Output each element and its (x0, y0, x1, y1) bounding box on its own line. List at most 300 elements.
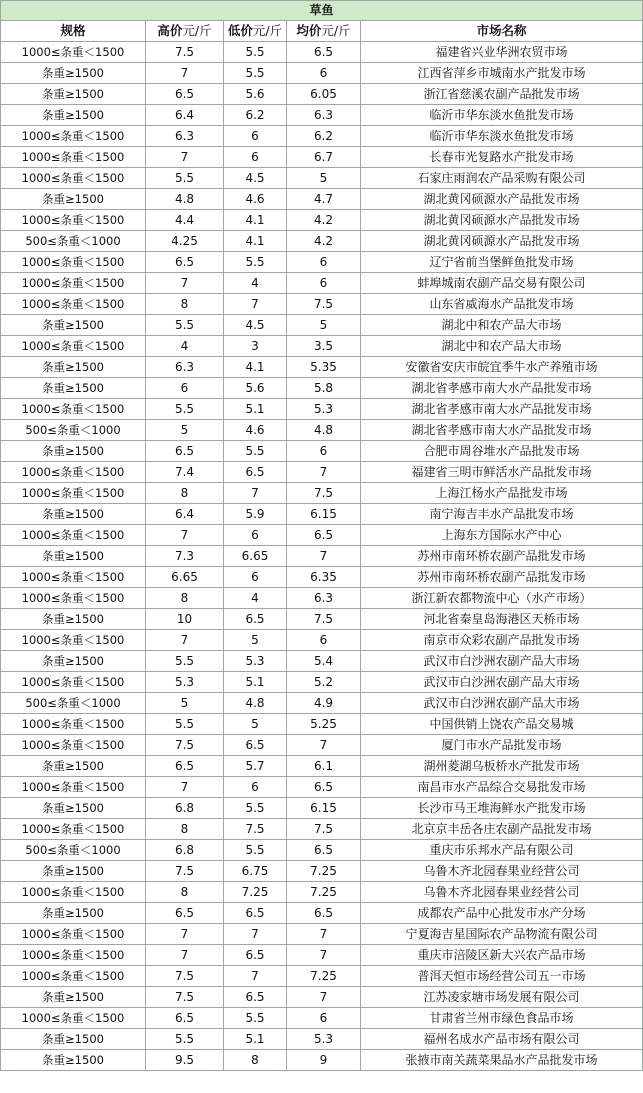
cell-market-name: 湖北省孝感市南大水产品批发市场 (361, 420, 643, 441)
cell-low-price: 4.6 (224, 420, 287, 441)
cell-spec: 500≤条重＜1000 (1, 840, 146, 861)
cell-avg-price: 5.3 (287, 399, 361, 420)
cell-avg-price: 6.05 (287, 84, 361, 105)
cell-avg-price: 4.8 (287, 420, 361, 441)
cell-spec: 1000≤条重＜1500 (1, 168, 146, 189)
cell-market-name: 石家庄雨润农产品采购有限公司 (361, 168, 643, 189)
table-row (1, 336, 643, 357)
cell-low-price: 7.25 (224, 882, 287, 903)
cell-low-price: 6 (224, 147, 287, 168)
cell-spec: 1000≤条重＜1500 (1, 462, 146, 483)
cell-avg-price: 3.5 (287, 336, 361, 357)
cell-low-price: 6 (224, 525, 287, 546)
cell-high-price: 8 (146, 588, 224, 609)
cell-market-name: 临沂市华东淡水鱼批发市场 (361, 105, 643, 126)
cell-spec: 条重≥1500 (1, 1050, 146, 1071)
cell-market-name: 辽宁省前当堡鲜鱼批发市场 (361, 252, 643, 273)
cell-low-price: 5 (224, 630, 287, 651)
cell-market-name: 长春市光复路水产批发市场 (361, 147, 643, 168)
cell-market-name: 长沙市马王堆海鲜水产批发市场 (361, 798, 643, 819)
cell-spec: 条重≥1500 (1, 378, 146, 399)
cell-spec: 条重≥1500 (1, 798, 146, 819)
cell-market-name: 湖北黄冈硕源水产品批发市场 (361, 189, 643, 210)
cell-high-price: 7 (146, 273, 224, 294)
cell-high-price: 5.5 (146, 399, 224, 420)
cell-market-name: 甘肃省兰州市绿色食品市场 (361, 1008, 643, 1029)
cell-spec: 条重≥1500 (1, 903, 146, 924)
table-row (1, 420, 643, 441)
cell-market-name: 重庆市乐邦水产品有限公司 (361, 840, 643, 861)
table-row (1, 693, 643, 714)
cell-spec: 条重≥1500 (1, 189, 146, 210)
cell-avg-price: 7 (287, 735, 361, 756)
cell-high-price: 6.8 (146, 798, 224, 819)
table-row (1, 924, 643, 945)
cell-spec: 1000≤条重＜1500 (1, 819, 146, 840)
cell-high-price: 8 (146, 294, 224, 315)
cell-high-price: 10 (146, 609, 224, 630)
cell-low-price: 4.1 (224, 231, 287, 252)
cell-avg-price: 6.15 (287, 504, 361, 525)
cell-low-price: 6.5 (224, 462, 287, 483)
cell-spec: 1000≤条重＜1500 (1, 210, 146, 231)
table-row (1, 819, 643, 840)
table-row (1, 441, 643, 462)
header-high (146, 21, 224, 42)
table-row (1, 294, 643, 315)
cell-low-price: 5.6 (224, 378, 287, 399)
header-low-label: 低价 (227, 23, 253, 38)
cell-high-price: 7 (146, 147, 224, 168)
cell-avg-price: 7.5 (287, 483, 361, 504)
cell-low-price: 7 (224, 924, 287, 945)
cell-low-price: 5.3 (224, 651, 287, 672)
cell-low-price: 7 (224, 483, 287, 504)
cell-high-price: 5.5 (146, 1029, 224, 1050)
cell-avg-price: 6.35 (287, 567, 361, 588)
cell-low-price: 4.5 (224, 315, 287, 336)
cell-market-name: 北京京丰岳各庄农副产品批发市场 (361, 819, 643, 840)
cell-spec: 1000≤条重＜1500 (1, 588, 146, 609)
cell-avg-price: 6 (287, 63, 361, 84)
cell-spec: 1000≤条重＜1500 (1, 1008, 146, 1029)
cell-market-name: 福建省兴业华洲农贸市场 (361, 42, 643, 63)
cell-low-price: 4.8 (224, 693, 287, 714)
table-row (1, 588, 643, 609)
cell-high-price: 4 (146, 336, 224, 357)
cell-high-price: 6.4 (146, 504, 224, 525)
cell-low-price: 6 (224, 777, 287, 798)
cell-avg-price: 6 (287, 273, 361, 294)
cell-spec: 1000≤条重＜1500 (1, 777, 146, 798)
cell-low-price: 6.5 (224, 735, 287, 756)
cell-avg-price: 5 (287, 315, 361, 336)
table-row (1, 378, 643, 399)
cell-high-price: 5.5 (146, 168, 224, 189)
cell-spec: 条重≥1500 (1, 105, 146, 126)
cell-avg-price: 5 (287, 168, 361, 189)
table-row (1, 735, 643, 756)
cell-low-price: 5.5 (224, 840, 287, 861)
table-row (1, 504, 643, 525)
cell-low-price: 5.1 (224, 399, 287, 420)
cell-high-price: 7 (146, 63, 224, 84)
cell-avg-price: 7 (287, 987, 361, 1008)
table-row (1, 609, 643, 630)
cell-market-name: 厦门市水产品批发市场 (361, 735, 643, 756)
cell-low-price: 5.5 (224, 63, 287, 84)
cell-market-name: 宁夏海吉星国际农产品物流有限公司 (361, 924, 643, 945)
cell-avg-price: 7.25 (287, 882, 361, 903)
cell-low-price: 5.5 (224, 1008, 287, 1029)
cell-avg-price: 7.5 (287, 609, 361, 630)
cell-market-name: 河北省秦皇岛海港区天桥市场 (361, 609, 643, 630)
cell-high-price: 7 (146, 630, 224, 651)
table-row (1, 1008, 643, 1029)
cell-spec: 1000≤条重＜1500 (1, 945, 146, 966)
table-row (1, 861, 643, 882)
cell-market-name: 张掖市南关蔬菜果品水产品批发市场 (361, 1050, 643, 1071)
cell-market-name: 武汉市白沙洲农副产品大市场 (361, 693, 643, 714)
cell-high-price: 7.3 (146, 546, 224, 567)
cell-high-price: 4.25 (146, 231, 224, 252)
cell-market-name: 中国供销上饶农产品交易城 (361, 714, 643, 735)
header-avg-label: 均价 (296, 23, 322, 38)
cell-market-name: 南昌市水产品综合交易批发市场 (361, 777, 643, 798)
cell-market-name: 南京市众彩农副产品批发市场 (361, 630, 643, 651)
cell-high-price: 5 (146, 693, 224, 714)
cell-avg-price: 6 (287, 630, 361, 651)
cell-spec: 1000≤条重＜1500 (1, 42, 146, 63)
table-row (1, 672, 643, 693)
cell-spec: 1000≤条重＜1500 (1, 294, 146, 315)
cell-spec: 条重≥1500 (1, 987, 146, 1008)
table-row (1, 546, 643, 567)
table-row (1, 210, 643, 231)
cell-spec: 条重≥1500 (1, 84, 146, 105)
cell-avg-price: 4.2 (287, 231, 361, 252)
cell-low-price: 4.5 (224, 168, 287, 189)
cell-low-price: 5.5 (224, 42, 287, 63)
table-row (1, 840, 643, 861)
table-row (1, 945, 643, 966)
table-row (1, 483, 643, 504)
cell-low-price: 7 (224, 966, 287, 987)
cell-low-price: 6.5 (224, 903, 287, 924)
cell-market-name: 上海东方国际水产中心 (361, 525, 643, 546)
cell-spec: 条重≥1500 (1, 546, 146, 567)
cell-market-name: 湖北中和农产品大市场 (361, 315, 643, 336)
cell-market-name: 苏州市南环桥农副产品批发市场 (361, 567, 643, 588)
table-row (1, 462, 643, 483)
cell-market-name: 湖北省孝感市南大水产品批发市场 (361, 399, 643, 420)
cell-market-name: 重庆市涪陵区新大兴农产品市场 (361, 945, 643, 966)
cell-low-price: 7 (224, 294, 287, 315)
cell-spec: 条重≥1500 (1, 63, 146, 84)
cell-market-name: 湖州菱湖乌板桥水产批发市场 (361, 756, 643, 777)
cell-high-price: 6.65 (146, 567, 224, 588)
table-row (1, 168, 643, 189)
table-row (1, 42, 643, 63)
cell-low-price: 3 (224, 336, 287, 357)
cell-high-price: 6.5 (146, 84, 224, 105)
cell-low-price: 5.6 (224, 84, 287, 105)
cell-high-price: 7 (146, 525, 224, 546)
cell-avg-price: 7.5 (287, 819, 361, 840)
cell-low-price: 5.1 (224, 672, 287, 693)
cell-spec: 1000≤条重＜1500 (1, 399, 146, 420)
cell-high-price: 7.5 (146, 42, 224, 63)
cell-market-name: 安徽省安庆市皖宜季牛水产养殖市场 (361, 357, 643, 378)
cell-spec: 1000≤条重＜1500 (1, 273, 146, 294)
cell-spec: 条重≥1500 (1, 756, 146, 777)
cell-high-price: 6.5 (146, 1008, 224, 1029)
table-title: 草鱼 (1, 1, 643, 21)
cell-avg-price: 6 (287, 441, 361, 462)
cell-high-price: 7 (146, 945, 224, 966)
cell-spec: 1000≤条重＜1500 (1, 252, 146, 273)
table-row (1, 273, 643, 294)
cell-spec: 条重≥1500 (1, 651, 146, 672)
cell-high-price: 5 (146, 420, 224, 441)
cell-high-price: 7 (146, 777, 224, 798)
cell-market-name: 湖北黄冈硕源水产品批发市场 (361, 231, 643, 252)
cell-spec: 条重≥1500 (1, 861, 146, 882)
table-row (1, 756, 643, 777)
cell-market-name: 山东省威海水产品批发市场 (361, 294, 643, 315)
cell-high-price: 6.5 (146, 252, 224, 273)
cell-avg-price: 6 (287, 1008, 361, 1029)
table-row (1, 399, 643, 420)
cell-low-price: 6.2 (224, 105, 287, 126)
cell-market-name: 湖北中和农产品大市场 (361, 336, 643, 357)
cell-spec: 1000≤条重＜1500 (1, 966, 146, 987)
cell-high-price: 8 (146, 882, 224, 903)
cell-low-price: 6 (224, 567, 287, 588)
cell-high-price: 5.5 (146, 315, 224, 336)
cell-market-name: 福州名成水产品市场有限公司 (361, 1029, 643, 1050)
header-market: 市场名称 (361, 21, 643, 42)
cell-market-name: 南宁海吉丰水产品批发市场 (361, 504, 643, 525)
cell-avg-price: 7 (287, 945, 361, 966)
table-row (1, 231, 643, 252)
cell-avg-price: 7.25 (287, 861, 361, 882)
cell-avg-price: 6.5 (287, 777, 361, 798)
cell-high-price: 7.5 (146, 735, 224, 756)
cell-low-price: 4 (224, 273, 287, 294)
cell-market-name: 福建省三明市鲜活水产品批发市场 (361, 462, 643, 483)
cell-high-price: 6.5 (146, 903, 224, 924)
header-high-unit: 元/斤 (182, 23, 212, 38)
cell-high-price: 8 (146, 483, 224, 504)
table-row (1, 315, 643, 336)
cell-market-name: 武汉市白沙洲农副产品大市场 (361, 672, 643, 693)
table-row (1, 630, 643, 651)
cell-low-price: 8 (224, 1050, 287, 1071)
cell-high-price: 7.5 (146, 966, 224, 987)
cell-market-name: 乌鲁木齐北园春果业经营公司 (361, 861, 643, 882)
cell-low-price: 5 (224, 714, 287, 735)
cell-high-price: 6.8 (146, 840, 224, 861)
cell-avg-price: 6.15 (287, 798, 361, 819)
cell-avg-price: 9 (287, 1050, 361, 1071)
cell-spec: 1000≤条重＜1500 (1, 336, 146, 357)
cell-avg-price: 7.5 (287, 294, 361, 315)
cell-avg-price: 5.3 (287, 1029, 361, 1050)
table-row (1, 189, 643, 210)
cell-market-name: 浙江省慈溪农副产品批发市场 (361, 84, 643, 105)
cell-spec: 1000≤条重＜1500 (1, 714, 146, 735)
cell-avg-price: 5.4 (287, 651, 361, 672)
cell-market-name: 合肥市周谷堆水产品批发市场 (361, 441, 643, 462)
header-low-unit: 元/斤 (252, 23, 283, 38)
cell-high-price: 6.3 (146, 357, 224, 378)
cell-avg-price: 4.7 (287, 189, 361, 210)
cell-market-name: 浙江新农都物流中心（水产市场） (361, 588, 643, 609)
cell-market-name: 湖北黄冈硕源水产品批发市场 (361, 210, 643, 231)
table-row (1, 147, 643, 168)
cell-market-name: 上海江杨水产品批发市场 (361, 483, 643, 504)
cell-avg-price: 7 (287, 546, 361, 567)
cell-market-name: 江西省萍乡市城南水产批发市场 (361, 63, 643, 84)
cell-spec: 1000≤条重＜1500 (1, 672, 146, 693)
cell-avg-price: 6.5 (287, 903, 361, 924)
header-low (224, 21, 287, 42)
cell-low-price: 4.1 (224, 210, 287, 231)
cell-market-name: 湖北省孝感市南大水产品批发市场 (361, 378, 643, 399)
cell-market-name: 普洱天恒市场经营公司五一市场 (361, 966, 643, 987)
cell-avg-price: 5.2 (287, 672, 361, 693)
cell-market-name: 武汉市白沙洲农副产品大市场 (361, 651, 643, 672)
cell-spec: 条重≥1500 (1, 315, 146, 336)
cell-spec: 500≤条重＜1000 (1, 420, 146, 441)
table-title-row (1, 1, 643, 21)
cell-spec: 条重≥1500 (1, 441, 146, 462)
cell-low-price: 5.7 (224, 756, 287, 777)
table-row (1, 651, 643, 672)
cell-avg-price: 6.5 (287, 840, 361, 861)
cell-avg-price: 6.5 (287, 525, 361, 546)
cell-market-name: 成都农产品中心批发市水产分场 (361, 903, 643, 924)
cell-high-price: 7.5 (146, 861, 224, 882)
cell-avg-price: 6.1 (287, 756, 361, 777)
table-row (1, 987, 643, 1008)
cell-market-name: 苏州市南环桥农副产品批发市场 (361, 546, 643, 567)
cell-market-name: 江苏凌家塘市场发展有限公司 (361, 987, 643, 1008)
cell-low-price: 4.1 (224, 357, 287, 378)
cell-high-price: 5.3 (146, 672, 224, 693)
cell-low-price: 6.5 (224, 609, 287, 630)
header-avg (287, 21, 361, 42)
cell-high-price: 6.3 (146, 126, 224, 147)
header-avg-unit: 元/斤 (321, 23, 351, 38)
cell-high-price: 8 (146, 819, 224, 840)
table-row (1, 714, 643, 735)
table-row (1, 777, 643, 798)
cell-spec: 1000≤条重＜1500 (1, 630, 146, 651)
table-row (1, 903, 643, 924)
cell-spec: 1000≤条重＜1500 (1, 147, 146, 168)
cell-avg-price: 6.2 (287, 126, 361, 147)
cell-market-name: 临沂市华东淡水鱼批发市场 (361, 126, 643, 147)
cell-avg-price: 4.9 (287, 693, 361, 714)
cell-spec: 1000≤条重＜1500 (1, 735, 146, 756)
cell-low-price: 5.9 (224, 504, 287, 525)
cell-high-price: 7.5 (146, 987, 224, 1008)
cell-avg-price: 5.25 (287, 714, 361, 735)
cell-low-price: 6.75 (224, 861, 287, 882)
cell-high-price: 6.4 (146, 105, 224, 126)
cell-high-price: 9.5 (146, 1050, 224, 1071)
cell-high-price: 6 (146, 378, 224, 399)
table-row (1, 1029, 643, 1050)
cell-avg-price: 6 (287, 252, 361, 273)
cell-avg-price: 5.8 (287, 378, 361, 399)
table-row (1, 63, 643, 84)
table-row (1, 105, 643, 126)
cell-low-price: 4.6 (224, 189, 287, 210)
cell-market-name: 蚌埠城南农副产品交易有限公司 (361, 273, 643, 294)
cell-low-price: 6.5 (224, 987, 287, 1008)
cell-high-price: 7 (146, 924, 224, 945)
cell-avg-price: 6.7 (287, 147, 361, 168)
table-row (1, 525, 643, 546)
cell-avg-price: 7 (287, 462, 361, 483)
table-body (1, 42, 643, 1071)
cell-spec: 500≤条重＜1000 (1, 231, 146, 252)
table-row (1, 1050, 643, 1071)
cell-avg-price: 6.3 (287, 105, 361, 126)
cell-spec: 1000≤条重＜1500 (1, 924, 146, 945)
cell-high-price: 4.4 (146, 210, 224, 231)
cell-avg-price: 6.5 (287, 42, 361, 63)
cell-avg-price: 7 (287, 924, 361, 945)
cell-avg-price: 5.35 (287, 357, 361, 378)
cell-spec: 500≤条重＜1000 (1, 693, 146, 714)
table-row (1, 84, 643, 105)
cell-high-price: 6.5 (146, 441, 224, 462)
cell-spec: 1000≤条重＜1500 (1, 567, 146, 588)
cell-avg-price: 4.2 (287, 210, 361, 231)
table-row (1, 126, 643, 147)
table-header-row (1, 21, 643, 42)
cell-low-price: 6.5 (224, 945, 287, 966)
cell-high-price: 5.5 (146, 651, 224, 672)
header-high-label: 高价 (157, 23, 183, 38)
cell-spec: 1000≤条重＜1500 (1, 483, 146, 504)
table-row (1, 567, 643, 588)
table-row (1, 798, 643, 819)
cell-high-price: 7.4 (146, 462, 224, 483)
cell-avg-price: 7.25 (287, 966, 361, 987)
table-row (1, 966, 643, 987)
cell-avg-price: 6.3 (287, 588, 361, 609)
cell-high-price: 4.8 (146, 189, 224, 210)
table-row (1, 252, 643, 273)
cell-low-price: 5.5 (224, 798, 287, 819)
cell-spec: 1000≤条重＜1500 (1, 882, 146, 903)
cell-spec: 条重≥1500 (1, 609, 146, 630)
table-row (1, 882, 643, 903)
cell-high-price: 6.5 (146, 756, 224, 777)
cell-low-price: 5.5 (224, 441, 287, 462)
header-spec: 规格 (1, 21, 146, 42)
table-row (1, 357, 643, 378)
cell-low-price: 7.5 (224, 819, 287, 840)
cell-low-price: 5.1 (224, 1029, 287, 1050)
cell-spec: 1000≤条重＜1500 (1, 525, 146, 546)
cell-market-name: 乌鲁木齐北园春果业经营公司 (361, 882, 643, 903)
